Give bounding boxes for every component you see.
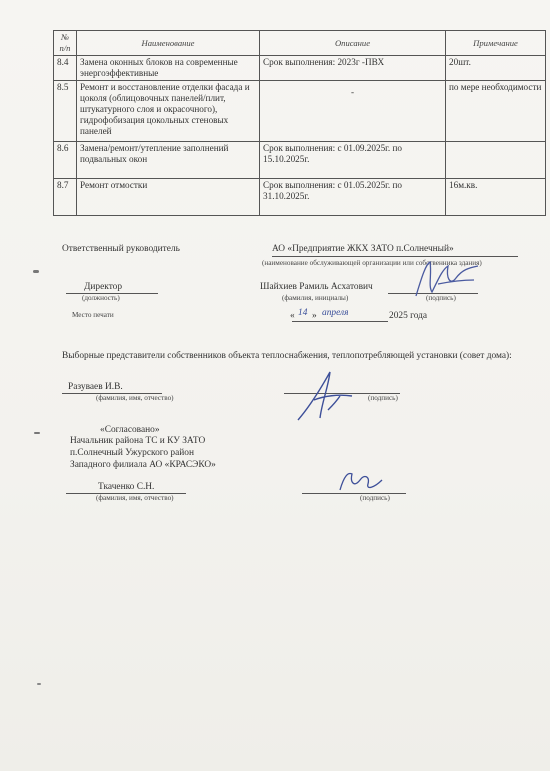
agreed-line3: Западного филиала АО «КРАСЭКО» [70,460,216,470]
position-caption: (должность) [82,294,120,302]
reps-label: Выборные представители собственников объекта теплоснабжения, теплопотребляющей установки (совет дома): [62,351,512,361]
row-name: Ремонт отмостки [77,179,260,216]
seal-place: Место печати [72,311,114,319]
works-table [53,30,546,216]
date-quote-open: « [290,311,295,321]
row-desc: Срок выполнения: 2023г -ПВХ [260,56,446,81]
table-row [54,56,546,81]
responsible-label: Ответственный руководитель [62,244,180,254]
date-quote-close: » [312,311,317,321]
rep-name: Разуваев И.В. [68,382,123,392]
header-num: № п/п [54,31,77,56]
row-note [446,142,546,179]
agreed-title: «Согласовано» [100,425,160,435]
row-num: 8.5 [54,81,77,142]
scan-speck [37,683,41,685]
position-value: Директор [84,282,123,292]
date-underline [292,321,388,322]
org-name: АО «Предприятие ЖКХ ЗАТО п.Солнечный» [272,244,454,254]
scan-speck [34,432,40,434]
scan-speck [33,270,39,273]
row-desc: - [260,81,446,142]
director-signature-icon [408,256,488,302]
agreed-line2: п.Солнечный Ужурского район [70,448,194,458]
person-name: Шайхиев Рамиль Асхатович [260,282,373,292]
table-row [54,81,546,142]
table-row [54,179,546,216]
agreed-line1: Начальник района ТС и КУ ЗАТО [70,436,206,446]
agreed-caption: (фамилия, имя, отчество) [96,494,174,502]
table-header-row [54,31,546,56]
row-note: 20шт. [446,56,546,81]
agreed-name: Ткаченко С.Н. [98,482,155,492]
rep-caption: (фамилия, имя, отчество) [96,394,174,402]
date-month: апреля [322,308,349,318]
header-name: Наименование [77,31,260,56]
row-num: 8.7 [54,179,77,216]
date-year: 2025 года [389,311,428,321]
header-note: Примечание [446,31,546,56]
signature-caption: (подпись) [426,294,456,302]
date-day: 14 [298,308,308,318]
row-note: 16м.кв. [446,179,546,216]
header-desc: Описание [260,31,446,56]
row-num: 8.4 [54,56,77,81]
rep-signature-icon [292,366,362,426]
row-name: Замена/ремонт/утепление заполнений подвальных окон [77,142,260,179]
row-num: 8.6 [54,142,77,179]
table-row [54,142,546,179]
agreed-signature-icon [336,466,386,496]
agreed-sig-caption: (подпись) [360,494,390,502]
row-name: Замена оконных блоков на современные энергоэффективные [77,56,260,81]
org-caption: (наименование обслуживающей организации или собственника здания) [262,259,482,267]
row-note: по мере необходимости [446,81,546,142]
person-caption: (фамилия, инициалы) [282,294,349,302]
rep-sig-caption: (подпись) [368,394,398,402]
row-desc: Срок выполнения: с 01.09.2025г. по 15.10.2025г. [260,142,446,179]
row-desc: Срок выполнения: с 01.05.2025г. по 31.10.2025г. [260,179,446,216]
row-name: Ремонт и восстановление отделки фасада и цоколя (облицовочных панелей/плит, штукатурного слоя и окрасочного), гидрофобизация цокольных стеновых панелей [77,81,260,142]
